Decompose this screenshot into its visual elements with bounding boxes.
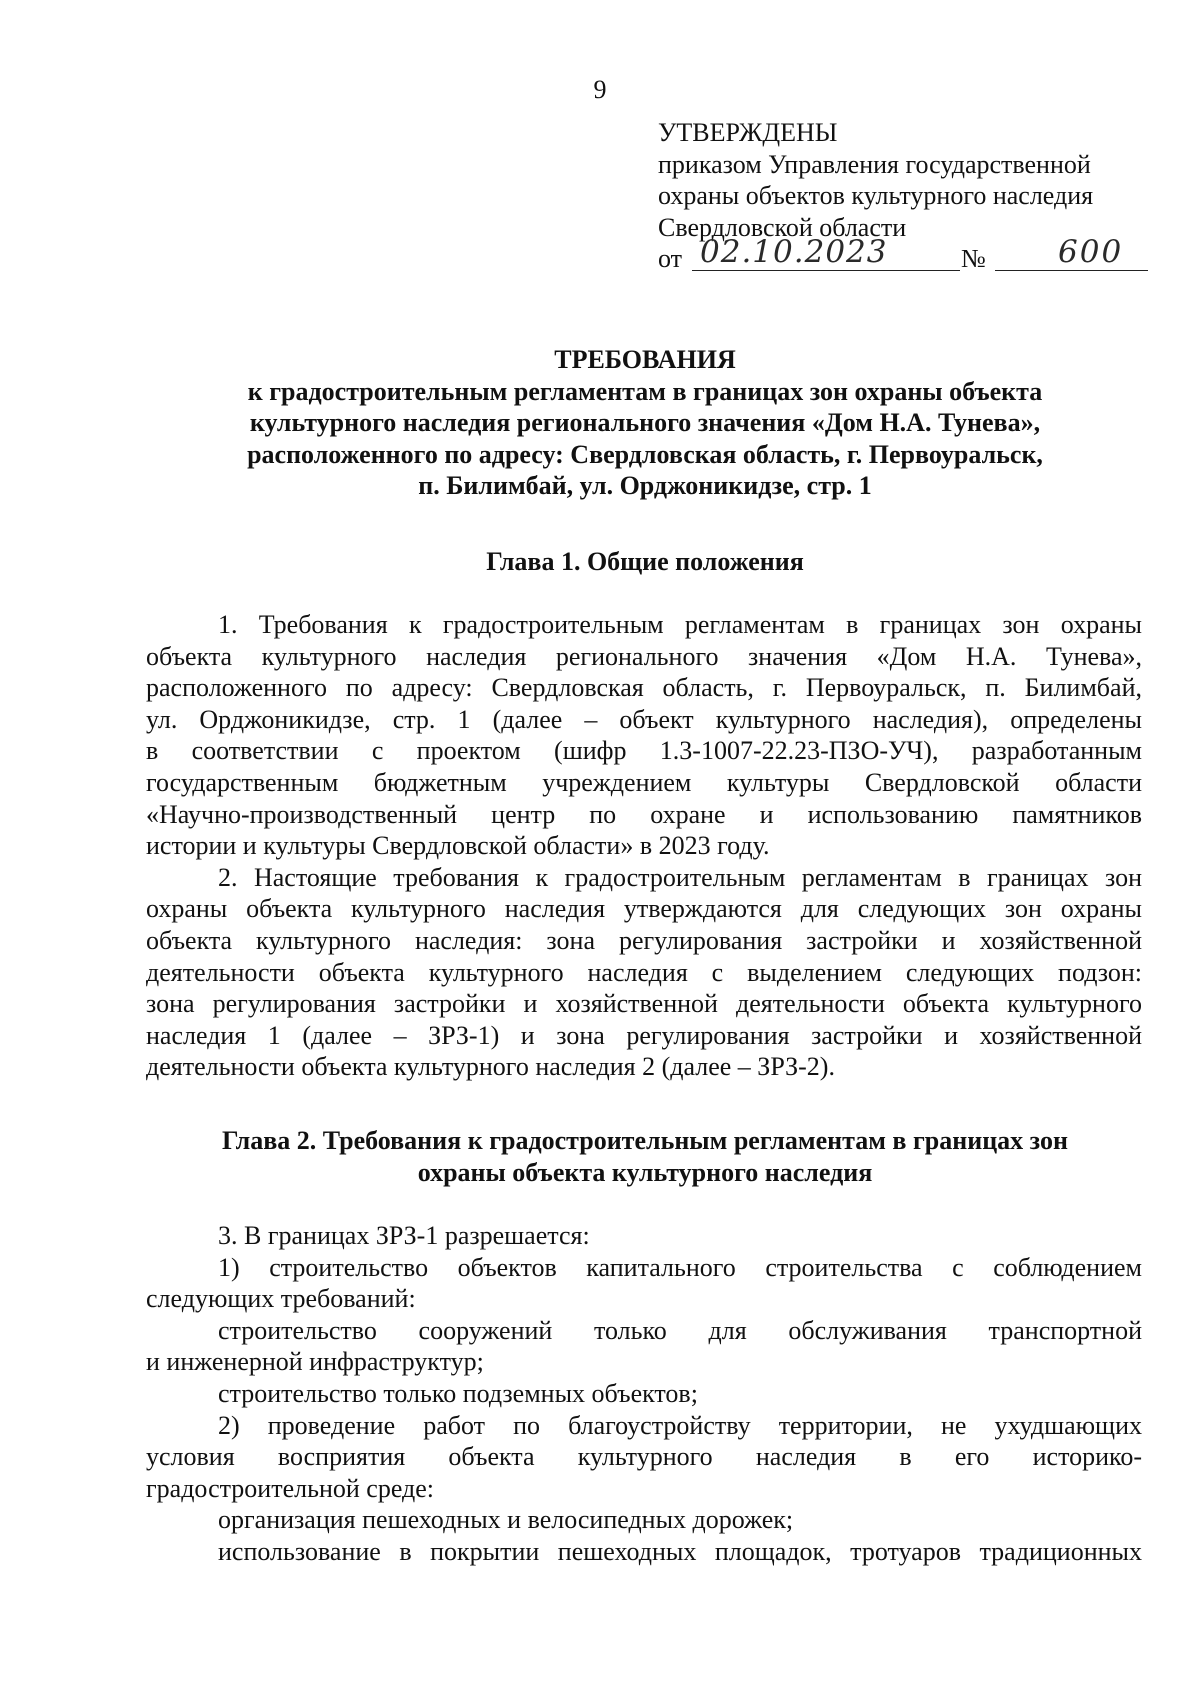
paragraph-line: деятельности объекта культурного наследия с выделением следующих подзон:	[146, 957, 1142, 987]
paragraph-line: 3. В границах ЗРЗ-1 разрешается:	[218, 1221, 590, 1250]
paragraph-line: и инженерной инфраструктур;	[146, 1347, 484, 1377]
approval-date-number-line	[658, 234, 1178, 275]
number-label: №	[961, 244, 986, 273]
chapter-2-body	[146, 1220, 1142, 1568]
paragraph-line: 2. Настоящие требования к градостроительным регламентам в границах зон	[218, 862, 1142, 892]
approval-line: Свердловской области	[658, 212, 907, 242]
paragraph-line: зона регулирования застройки и хозяйственной деятельности объекта культурного	[146, 989, 1142, 1019]
paragraph-line: 2) проведение работ по благоустройству территории, не ухудшающих	[218, 1410, 1142, 1440]
paragraph-line: государственным бюджетным учреждением культуры Свердловской области	[146, 767, 1142, 797]
paragraph-line: в соответствии с проектом (шифр 1.3-1007-22.23-ПЗО-УЧ), разработанным	[146, 736, 1142, 766]
handwritten-number: 600	[1058, 234, 1124, 270]
title-line: расположенного по адресу: Свердловская область, г. Первоуральск,	[247, 439, 1043, 469]
paragraph-line: ул. Орджоникидзе, стр. 1 (далее – объект культурного наследия), определены	[146, 704, 1142, 734]
page-number: 9	[593, 75, 607, 104]
approval-block	[658, 117, 1178, 275]
paragraph-line: 1) строительство объектов капитального строительства с соблюдением	[218, 1252, 1142, 1282]
paragraph-line: истории и культуры Свердловской области» в 2023 году.	[146, 831, 770, 861]
document-title	[150, 344, 1140, 502]
chapter-heading-text: охраны объекта культурного наследия	[417, 1157, 873, 1187]
date-underline	[692, 270, 960, 271]
chapter-heading-text: Глава 1. Общие положения	[486, 547, 804, 576]
approval-line: приказом Управления государственной	[658, 149, 1091, 179]
approval-heading: УТВЕРЖДЕНЫ	[658, 118, 838, 147]
paragraph-line: использование в покрытии пешеходных площадок, тротуаров традиционных	[218, 1536, 1142, 1566]
paragraph-line: расположенного по адресу: Свердловская область, г. Первоуральск, п. Билимбай,	[146, 673, 1142, 703]
paragraph-line: градостроительной среде:	[146, 1473, 435, 1503]
paragraph-line: организация пешеходных и велосипедных дорожек;	[218, 1505, 794, 1535]
title-heading: ТРЕБОВАНИЯ	[554, 345, 736, 374]
paragraph-line: деятельности объекта культурного наследия 2 (далее – ЗРЗ-2).	[146, 1052, 835, 1082]
paragraph-line: объекта культурного наследия: зона регулирования застройки и хозяйственной	[146, 925, 1142, 955]
paragraph-line: «Научно-производственный центр по охране и использованию памятников	[146, 799, 1142, 829]
chapter-1-body	[146, 609, 1142, 1083]
chapter-1-heading	[150, 546, 1140, 578]
from-label: от	[658, 244, 683, 273]
paragraph-line: следующих требований:	[146, 1284, 416, 1314]
approval-line: охраны объектов культурного наследия	[658, 181, 1094, 210]
paragraph-line: условия восприятия объекта культурного наследия в его историко-	[146, 1442, 1142, 1472]
number-underline	[995, 270, 1148, 271]
title-line: к градостроительным регламентам в границах зон охраны объекта	[247, 376, 1043, 406]
paragraph-line: 1. Требования к градостроительным регламентам в границах зон охраны	[218, 610, 1142, 639]
paragraph-line: охраны объекта культурного наследия утверждаются для следующих зон охраны	[146, 894, 1142, 924]
paragraph-line: строительство сооружений только для обслуживания транспортной	[218, 1315, 1142, 1345]
handwritten-date: 02.10.2023	[700, 234, 888, 270]
paragraph-line: строительство только подземных объектов;	[218, 1378, 698, 1408]
paragraph-line: объекта культурного наследия регионального значения «Дом Н.А. Тунева»,	[146, 641, 1142, 671]
chapter-heading-text: Глава 2. Требования к градостроительным регламентам в границах зон	[222, 1126, 1068, 1155]
title-line: п. Билимбай, ул. Орджоникидзе, стр. 1	[418, 471, 872, 500]
chapter-2-heading	[150, 1125, 1140, 1188]
title-line: культурного наследия регионального значения «Дом Н.А. Тунева»,	[249, 408, 1041, 437]
paragraph-line: наследия 1 (далее – ЗРЗ-1) и зона регулирования застройки и хозяйственной	[146, 1020, 1142, 1050]
